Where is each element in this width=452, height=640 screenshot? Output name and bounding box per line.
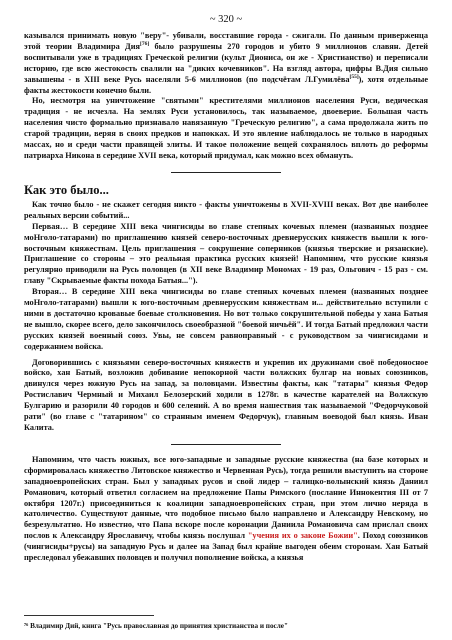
section-paragraph-4: Договорившись с князьями северо-восточных княжеств и укрепив их дружинами своё победоносное войско, хан Батый, возложив добивание непокорной части волжских булгар на новых союзников, двинулся через южную Русь на запад, за половцами. Известны факты, как "татары" князья Федор Ростиславич Чермный и Михаил Белозерский ходили в 1278г. в качестве карателей на Волжскую Булгарию и разорили 40 городов и 600 селений. А во время нашествия так называемой "Федорчуковой рати" (во главе с "татарином" со странным именем Федорчук), главным воеводой был князь. Иван Калита. (24, 357, 428, 432)
section-paragraph-1: Как точно было - не скажет сегодня никто - факты уничтожены в XVII-XVIII веках. Вот две наиболее реальных версии событий... (24, 199, 428, 220)
intro-text-b: было разрушены 270 городов и убито 9 миллионов славян. Детей воспитывали уже в традициях Греческой религии (культ Диониса, он же - Христианство) и переписали историю, где всю жестокость свалили на "диких кочевников". На взгляд автора, цифры В.Дия сильно завышены - в XIII веке Русь населяли 5-6 миллионов (по подсчётам Л.Гумилёва (24, 41, 428, 84)
footnote-ref-76[interactable]: [76] (140, 41, 150, 48)
closing-paragraph (24, 455, 428, 564)
footnote-divider (24, 615, 154, 616)
section-paragraph-3: Вторая… В середине XIII века чингисиды во главе степных кочевых племен (названных позднее моНголо-татарами) вышли к юго-восточным древнерусским княжествам и... действительно вступили с ними в достаточно кровавые боевые столкновения. Но вот только сокрушительной победы у хана Батыя не вышло, скорее всего, дело закончилось своеобразной "боевой ничьёй". И тогда Батый предложил части русских князей военный союз. Увы, не совсем равноправный - с руководством за чингисидами и содержанием войска. (24, 287, 428, 351)
page-number: ~ 320 ~ (209, 14, 243, 25)
intro-paragraph-1 (24, 31, 428, 96)
intro-text-c: ), хотя отдельные факты жестокости конечно были. (24, 74, 428, 95)
footnote-ref-55[interactable]: [55] (349, 73, 359, 80)
intro-paragraph-2: Но, несмотря на уничтожение "святыми" крестителями миллионов населения Руси, ведическая традиция - не исчезла. На землях Руси установилось, так называемое, двоеверие. Большая часть населения чисто формально признавало навязанную "Греческую религию", а сама продолжала жить по старой традиции, веряя в своих предков и напокках. И это явление наблюдалось не только в народных массах, но и среди части правящей элиты. И такое положение вещей сохранялось вплоть до реформы патриарха Никона в середине XVII века, который придумал, как можно всех обмануть. (24, 96, 428, 160)
section-divider (171, 172, 281, 173)
closing-text-b: . Поход союзников (чингисиды+русы) на западную Русь и далее на Запад был крайне выгоден обеим сторонам. Хан Батый преследовал убежавших половцев и получил пополнение войска, а князья (24, 531, 429, 563)
section-heading: Как это было... (24, 182, 109, 197)
highlighted-quote: "учения их о законе Божии" (247, 531, 358, 541)
section-paragraph-2: Первая… В середине XIII века чингисиды во главе степных кочевых племен (названных позднее моНголо-татарами) по приглашению князей северо-восточных древнерусских княжеств вышли к юго-восточным княжествам. Цель приглашения – сокрушение соперников (князья тверские и рязанские). Приглашение со стороны – это реальная практика русских князей! Напомним, что русские князья регулярно приводили на Русь половцев (в XII веке Владимир Мономах - 19 раз, Ольгович - 15 раз - см. главу "Скрываемые факты похода Батыя..."). (24, 221, 428, 286)
intro-text-a: казывался принимать новую "веру"- убивали, восставшие города - сжигали. По данным приверженца этой теории Владимира Дия (24, 31, 428, 51)
footnote: ⁷⁶ Владимир Дий, книга "Русь православная до принятия христианства и после" (24, 622, 288, 630)
closing-divider (171, 444, 281, 445)
closing-text-a: Напомним, что часть южных, все юго-западные и западные русские княжества (на базе которых и сформировалась княжество Литовское княжество и Червенная Русь), тогда решили выступить на стороне западноевропейских стран. Был у западных русов и свой лидер – галицко-волынский князь Даниил Романович, который ответил согласием на предложение Папы Римского (послание Иннокентия III от 7 октября 1207г.) присоединиться к коалиции западноевропейских стран, при этом лично неряда в католичество. Существуют данные, что подобное письмо было направлено и Александру Невскому, но безрезультатно. Но известно, что Папа вскоре после коронации Даниила Романовича сам прислал своих послов к Александру Ярославичу, чтобы князь послушал (24, 454, 428, 541)
